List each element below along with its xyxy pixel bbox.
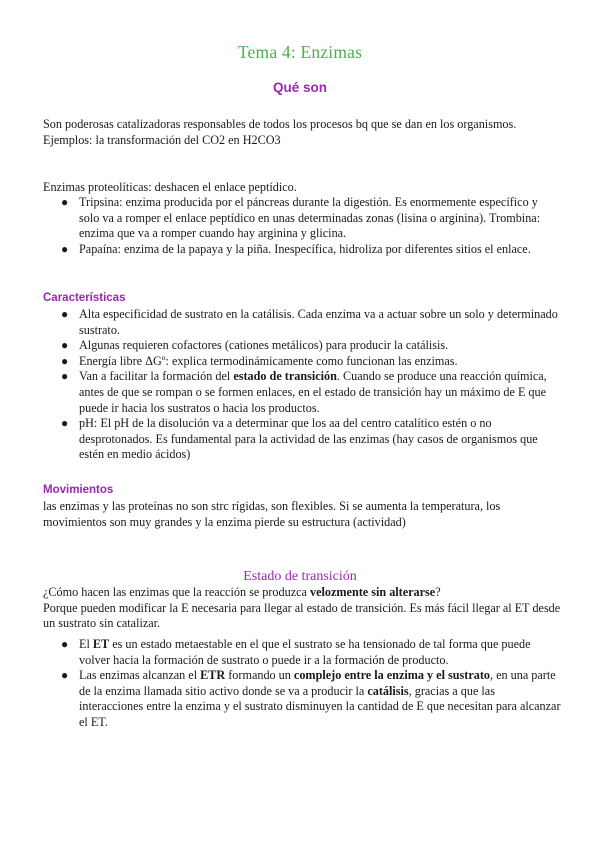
list-item: ● Energía libre ΔGº: explica termodinámicamente como funcionan las enzimas. xyxy=(61,353,458,368)
bullet-icon: ● xyxy=(61,241,69,256)
list-item: ● Tripsina: enzima producida por el páncreas durante la digestión. Es enormemente específico y solo va a romper el enlace peptídico en unas determinadas zonas (lisina o arginina). Trombina: enzima que va a romper cuando hay arginina y glicina. xyxy=(61,195,541,241)
bullet-icon: ● xyxy=(61,637,69,651)
heading-estado-transicion: Estado de transición xyxy=(243,569,357,584)
proteoliticas-list xyxy=(43,195,561,257)
caracteristicas-list xyxy=(43,307,561,463)
list-item: ● pH: El pH de la disolución va a determinar que los aa del centro catalítico estén o no desprotonados. Es fundamental para la actividad de las enzimas (hay casos de organismos que estén en medio ácidos) xyxy=(61,416,538,462)
bullet-icon: ● xyxy=(61,195,69,209)
proteoliticas-intro: Enzimas proteolíticas: deshacen el enlace peptídico. xyxy=(43,180,297,194)
page-title: Tema 4: Enzimas xyxy=(237,42,363,62)
bullet-icon: ● xyxy=(61,338,69,353)
heading-caracteristicas: Características xyxy=(43,292,126,304)
list-item: ● Alta especificidad de sustrato en la catálisis. Cada enzima va a actuar sobre un solo y determinado sustrato. xyxy=(61,307,558,337)
heading-que-son: Qué son xyxy=(272,80,327,95)
bullet-icon: ● xyxy=(61,369,69,384)
list-item: ● Las enzimas alcanzan el ETR formando un complejo entre la enzima y el sustrato, en una parte de la enzima llamada sitio activo donde se va a producir la catálisis, gracias a que las interacciones entre la enzima y el sustrato disminuyen la cantidad de E que necesitan para alcanzar el ET. xyxy=(61,668,561,729)
que-son-intro-block xyxy=(43,117,561,148)
bold-term: velozmente sin alterarse xyxy=(310,585,436,599)
list-item: ● Algunas requieren cofactores (cationes metálicos) para producir la catálisis. xyxy=(61,338,449,353)
list-item: ● Papaína: enzima de la papaya y la piña. Inespecífica, hidroliza por diferentes sitios el enlace. xyxy=(61,241,531,256)
bold-term: complejo entre la enzima y el sustrato xyxy=(293,668,491,683)
answer-text: Porque pueden modificar la E necesaria para llegar al estado de transición. Es más fácil llegar al ET desde un sustrato sin catalizar. xyxy=(43,600,561,631)
bold-term: ETR xyxy=(200,668,226,683)
estado-intro-block xyxy=(43,585,561,632)
bold-term: catálisis xyxy=(367,683,409,698)
list-item: ● Van a facilitar la formación del estado de transición. Cuando se produce una reacción química, antes de que se rompan o se formen enlaces, en el estado de transición hay un máximo de E que puede ir hacia los sustratos o hacia los productos. xyxy=(61,369,547,415)
intro-text: Son poderosas catalizadoras responsables de todos los procesos bq que se dan en los organismos. xyxy=(43,117,517,131)
question-text: ¿Cómo hacen las enzimas que la reacción se produzca velozmente sin alterarse? xyxy=(43,585,441,599)
bullet-icon: ● xyxy=(61,353,69,368)
list-item: ● El ET es un estado metaestable en el que el sustrato se ha tensionado de tal forma que puede volver hacia la formación de sustrato o puede ir a la formación de producto. xyxy=(61,637,531,667)
bold-term: ET xyxy=(92,637,110,651)
estado-list xyxy=(43,637,561,731)
bold-term: estado de transición xyxy=(233,369,337,384)
example-text: Ejemplos: la transformación del CO2 en H2CO3 xyxy=(43,132,281,147)
heading-movimientos: Movimientos xyxy=(43,484,114,496)
bullet-icon: ● xyxy=(61,416,69,431)
bullet-icon: ● xyxy=(61,668,69,683)
movimientos-text: las enzimas y las proteínas no son strc rígidas, son flexibles. Si se aumenta la temperatura, los movimientos son muy grandes y la enzima pierde su estructura (actividad) xyxy=(43,499,501,529)
bullet-icon: ● xyxy=(61,307,69,321)
